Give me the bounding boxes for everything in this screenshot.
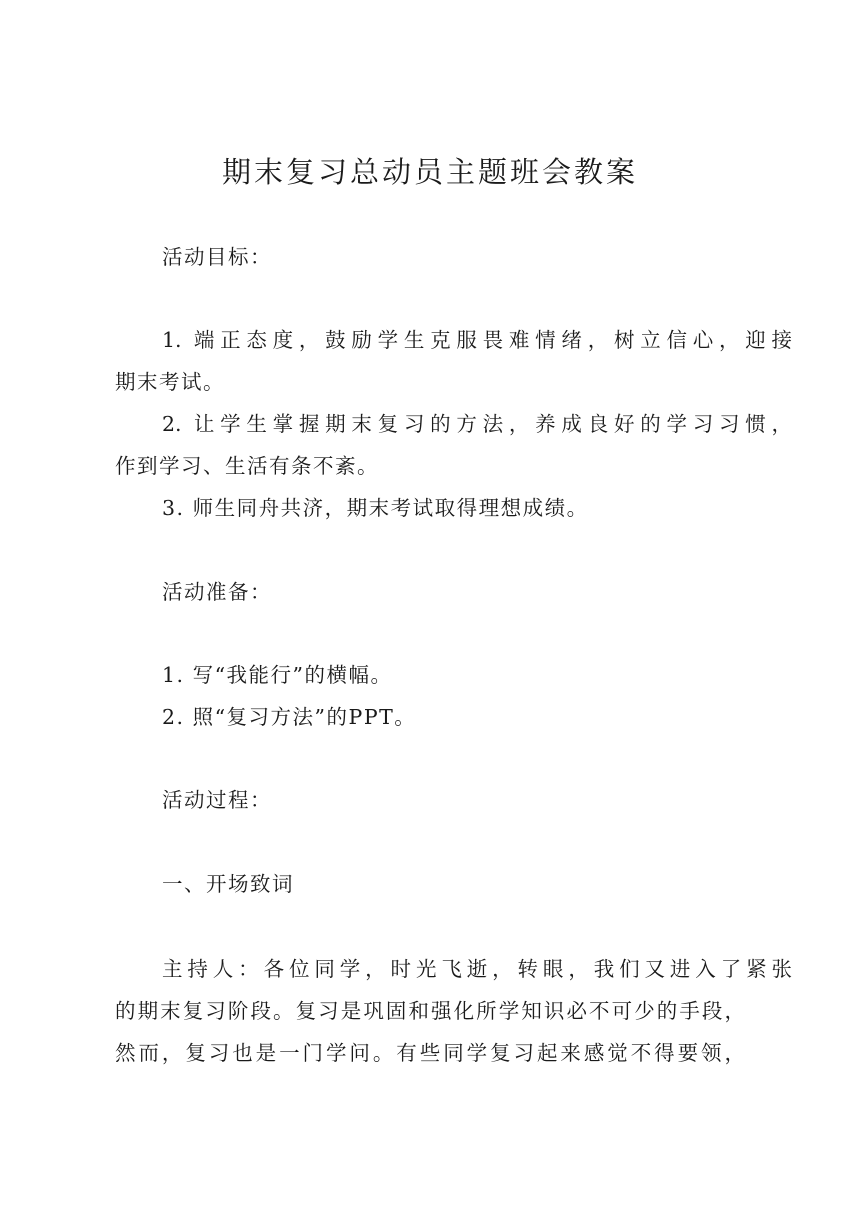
section-1-heading: 一、开场致词 [162,872,294,896]
host-paragraph-line-2: 的期末复习阶段。复习是巩固和强化所学知识必不可少的手段， [115,999,745,1023]
host-paragraph-line-1: 主持人：各位同学，时光飞逝，转眼，我们又进入了紧张 [162,957,792,981]
prep-heading: 活动准备： [162,580,272,604]
document-title: 期末复习总动员主题班会教案 [221,155,638,189]
host-paragraph-line-3: 然而，复习也是一门学问。有些同学复习起来感觉不得要领， [115,1041,745,1065]
goal-1-line-1: 1. 端正态度，鼓励学生克服畏难情绪，树立信心，迎接 [162,328,792,352]
process-heading: 活动过程： [162,788,272,812]
goals-heading: 活动目标： [162,245,272,269]
goal-1-line-2: 期末考试。 [115,370,225,394]
prep-item-2: 2. 照“复习方法”的PPT。 [162,705,417,729]
prep-item-1: 1. 写“我能行”的横幅。 [162,663,393,687]
goal-2-line-1: 2. 让学生掌握期末复习的方法，养成良好的学习习惯， [162,412,792,436]
goal-3: 3. 师生同舟共济，期末考试取得理想成绩。 [162,496,589,520]
goal-2-line-2: 作到学习、生活有条不紊。 [115,454,379,478]
